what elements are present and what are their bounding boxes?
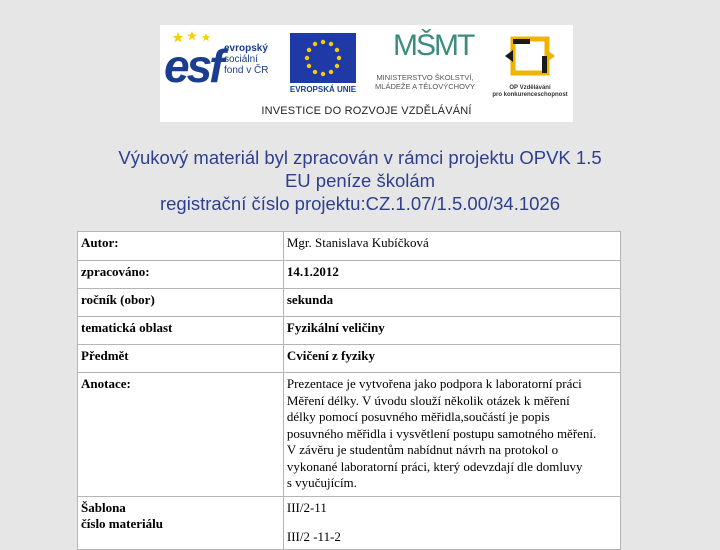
- title-line-3: registrační číslo projektu:CZ.1.07/1.5.00/34.1026: [159, 193, 561, 214]
- eu-label: EVROPSKÁ UNIE: [289, 85, 357, 94]
- row-value: 14.1.2012: [283, 261, 620, 289]
- row-key: tematická oblast: [78, 317, 284, 345]
- table-row-topic: [78, 317, 621, 345]
- table-row-annotation: [78, 373, 621, 497]
- banner-caption: INVESTICE DO ROZVOJE VZDĚLÁVÁNÍ: [261, 105, 472, 117]
- row-value: III/2-11 III/2 -11-2: [283, 496, 620, 549]
- table-row-author: [78, 232, 621, 261]
- table-row-template: [78, 496, 621, 549]
- msmt-wordmark: MŠMT: [393, 29, 474, 62]
- row-key: Předmět: [78, 345, 284, 373]
- row-key: Autor:: [78, 232, 284, 261]
- eu-logo: [288, 31, 358, 99]
- opvk-logo: [490, 29, 570, 99]
- row-value: sekunda: [283, 289, 620, 317]
- title-line-1: Výukový materiál byl zpracován v rámci projektu OPVK 1.5: [118, 147, 602, 168]
- logo-banner: [160, 25, 573, 122]
- row-value: Fyzikální veličiny: [283, 317, 620, 345]
- row-key: Anotace:: [78, 373, 284, 497]
- row-key: ročník (obor): [78, 289, 284, 317]
- annotation-text: Prezentace je vytvořena jako podpora k laboratorní práci Měření délky. V úvodu slouží několik otázek k měření délky pomocí posuvného měřidla,součástí je popis posuvného měřidla i vysvětlení postupu samotného měření. V závěru je studentům nabídnut návrh na protokol o vykonané laboratorní práci, který odevzdají dle domluvy s vyučujícím.: [283, 373, 620, 497]
- esf-logo: [164, 31, 282, 99]
- table-row-date: [78, 261, 621, 289]
- table-row-grade: [78, 289, 621, 317]
- row-key: zpracováno:: [78, 261, 284, 289]
- material-info-table: [77, 231, 621, 550]
- row-key: Šablona číslo materiálu: [78, 496, 284, 549]
- row-value: Mgr. Stanislava Kubíčková: [283, 232, 620, 261]
- opvk-emblem-icon: [505, 31, 555, 81]
- esf-caption: evropský sociální fond v ČR: [224, 43, 269, 76]
- eu-flag-icon: [290, 33, 356, 83]
- row-value: Cvičení z fyziky: [283, 345, 620, 373]
- project-title: [40, 146, 680, 215]
- esf-wordmark: esf: [164, 40, 222, 92]
- title-line-2: EU peníze školám: [284, 170, 436, 191]
- table-row-subject: [78, 345, 621, 373]
- msmt-logo: [365, 29, 485, 99]
- msmt-caption: MINISTERSTVO ŠKOLSTVÍ, MLÁDEŽE A TĚLOVÝCHOVY: [375, 73, 475, 91]
- opvk-caption: OP Vzdělávání pro konkurenceschopnost: [492, 85, 568, 98]
